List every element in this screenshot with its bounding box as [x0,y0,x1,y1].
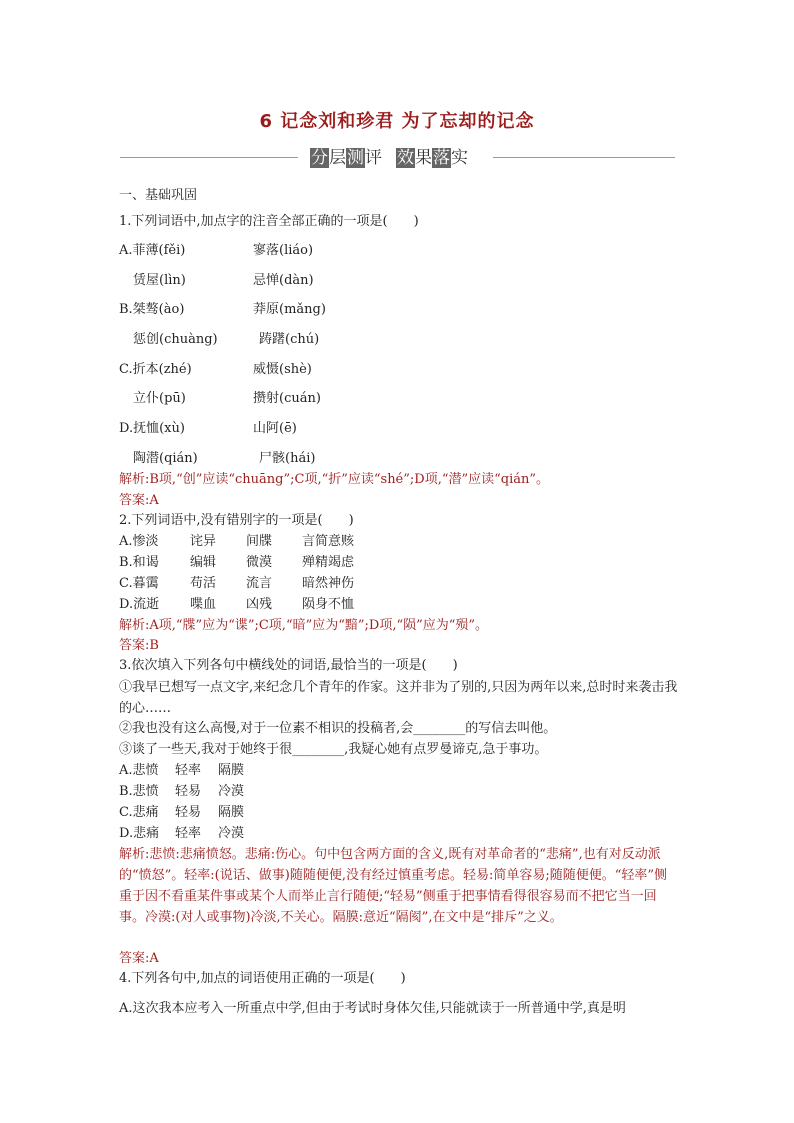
q3-option: C.悲痛 [119,805,159,820]
banner-char: 果 [415,148,432,168]
question-3-stem: 3.依次填入下列各句中横线处的词语,最恰当的一项是( ) [119,658,458,673]
banner-char: 落 [433,148,450,168]
q2-option: 暗然神伤 [302,576,355,591]
q2-option: 殚精竭虑 [302,555,355,570]
banner-char: 实 [451,148,468,168]
q3-option: A.悲愤 [119,763,159,778]
q3-answer: 答案:A [119,951,159,966]
q1-option: 攒射(cuán) [253,391,321,406]
q3-option: 轻率 [175,763,202,778]
q2-option: A.惨淡 [119,534,159,549]
q2-option: 微漠 [246,555,273,570]
q2-option: 陨身不恤 [302,597,355,612]
q2-option: D.流逝 [119,597,160,612]
q2-option: 编辑 [190,555,217,570]
q3-sentence: ②我也没有这么高慢,对于一位素不相识的投稿者,会________的写信去叫他。 [119,721,557,736]
q1-option: 踌躇(chú) [259,332,320,347]
q1-option: 莽原(mǎng) [253,302,326,317]
q1-option: 忌惮(dàn) [253,273,314,288]
q1-option: D.抚恤(xù) [119,421,185,436]
q1-option: 立仆(pū) [133,391,186,406]
q2-option: C.暮霭 [119,576,159,591]
q3-option: 冷漠 [218,826,245,841]
q1-answer: 答案:A [119,493,159,508]
q3-option: 隔膜 [218,763,245,778]
q1-option: 寥落(liáo) [253,243,314,258]
q2-option: 喋血 [190,597,217,612]
q2-option: 诧异 [190,534,217,549]
page-title: 6 记念刘和珍君 为了忘却的记念 [259,111,535,132]
q1-option: 陶潜(qián) [133,451,198,466]
q3-analysis: 解析:悲愤:悲痛愤怒。悲痛:伤心。句中包含两方面的含义,既有对革命者的“悲痛”,也有对反动派的“愤怒”。轻率:(说话、做事)随随便便,没有经过慎重考虑。轻易:简单容易;随随便便。“轻率”侧重于因不看重某件事或某个人而举止言行随便;“轻易”侧重于把事情看得很容易而不把它当一回事。冷漠:(对人或事物)冷淡,不关心。隔膜:意近“隔阂”,在文中是“排斥”之义。 [119,847,668,925]
q1-analysis: 解析:B项,“创”应读“chuāng”;C项,“折”应读“shé”;D项,“潜”应读“qián”。 [119,472,550,487]
q3-option: 轻易 [175,805,202,820]
q2-analysis: 解析:A项,“牒”应为“谍”;C项,“暗”应为“黯”;D项,“陨”应为“殒”。 [119,618,489,633]
q3-option: B.悲愤 [119,784,159,799]
q1-option: B.桀骜(ào) [119,302,185,317]
q3-option: 冷漠 [218,784,245,799]
q1-option: C.折本(zhé) [119,362,192,377]
q3-sentence: ③谈了一些天,我对于她终于很________,我疑心她有点罗曼谛克,急于事功。 [119,742,548,757]
q2-option: 间牒 [246,534,273,549]
section-banner [120,146,675,170]
banner-char: 效 [397,148,414,168]
question-1-stem: 1.下列词语中,加点字的注音全部正确的一项是( ) [119,214,419,229]
q1-option: 山阿(ē) [253,421,297,436]
banner-char: 评 [365,148,382,168]
q4-option: A.这次我本应考入一所重点中学,但由于考试时身体欠佳,只能就读于一所普通中学,真是明 [119,1001,626,1016]
q1-option: 威慑(shè) [253,362,312,377]
question-4-stem: 4.下列各句中,加点的词语使用正确的一项是( ) [119,971,406,986]
q2-option: B.和谒 [119,555,159,570]
section-heading: 一、基础巩固 [119,188,198,203]
q1-option: A.菲薄(fěi) [119,243,186,258]
q1-option: 惩创(chuàng) [133,332,218,347]
banner-char: 层 [329,148,346,168]
q2-option: 凶残 [246,597,273,612]
banner-char: 测 [347,148,364,168]
q2-option: 流言 [246,576,273,591]
banner-rule-right [493,157,675,158]
q3-option: 隔膜 [218,805,245,820]
banner-char: 分 [311,148,328,168]
q2-answer: 答案:B [119,638,159,653]
q1-option: 赁屋(lìn) [133,273,186,288]
banner-text [310,146,500,170]
q3-option: 轻率 [175,826,202,841]
q3-option: D.悲痛 [119,826,160,841]
question-2-stem: 2.下列词语中,没有错别字的一项是( ) [119,513,354,528]
banner-rule-left [120,157,298,158]
q1-option: 尸骸(hái) [259,451,316,466]
q2-option: 苟活 [190,576,217,591]
q3-option: 轻易 [175,784,202,799]
q3-sentence: ①我早已想写一点文字,来纪念几个青年的作家。这并非为了别的,只因为两年以来,总时时来袭击我的心…… [119,680,678,716]
q2-option: 言简意赅 [302,534,355,549]
